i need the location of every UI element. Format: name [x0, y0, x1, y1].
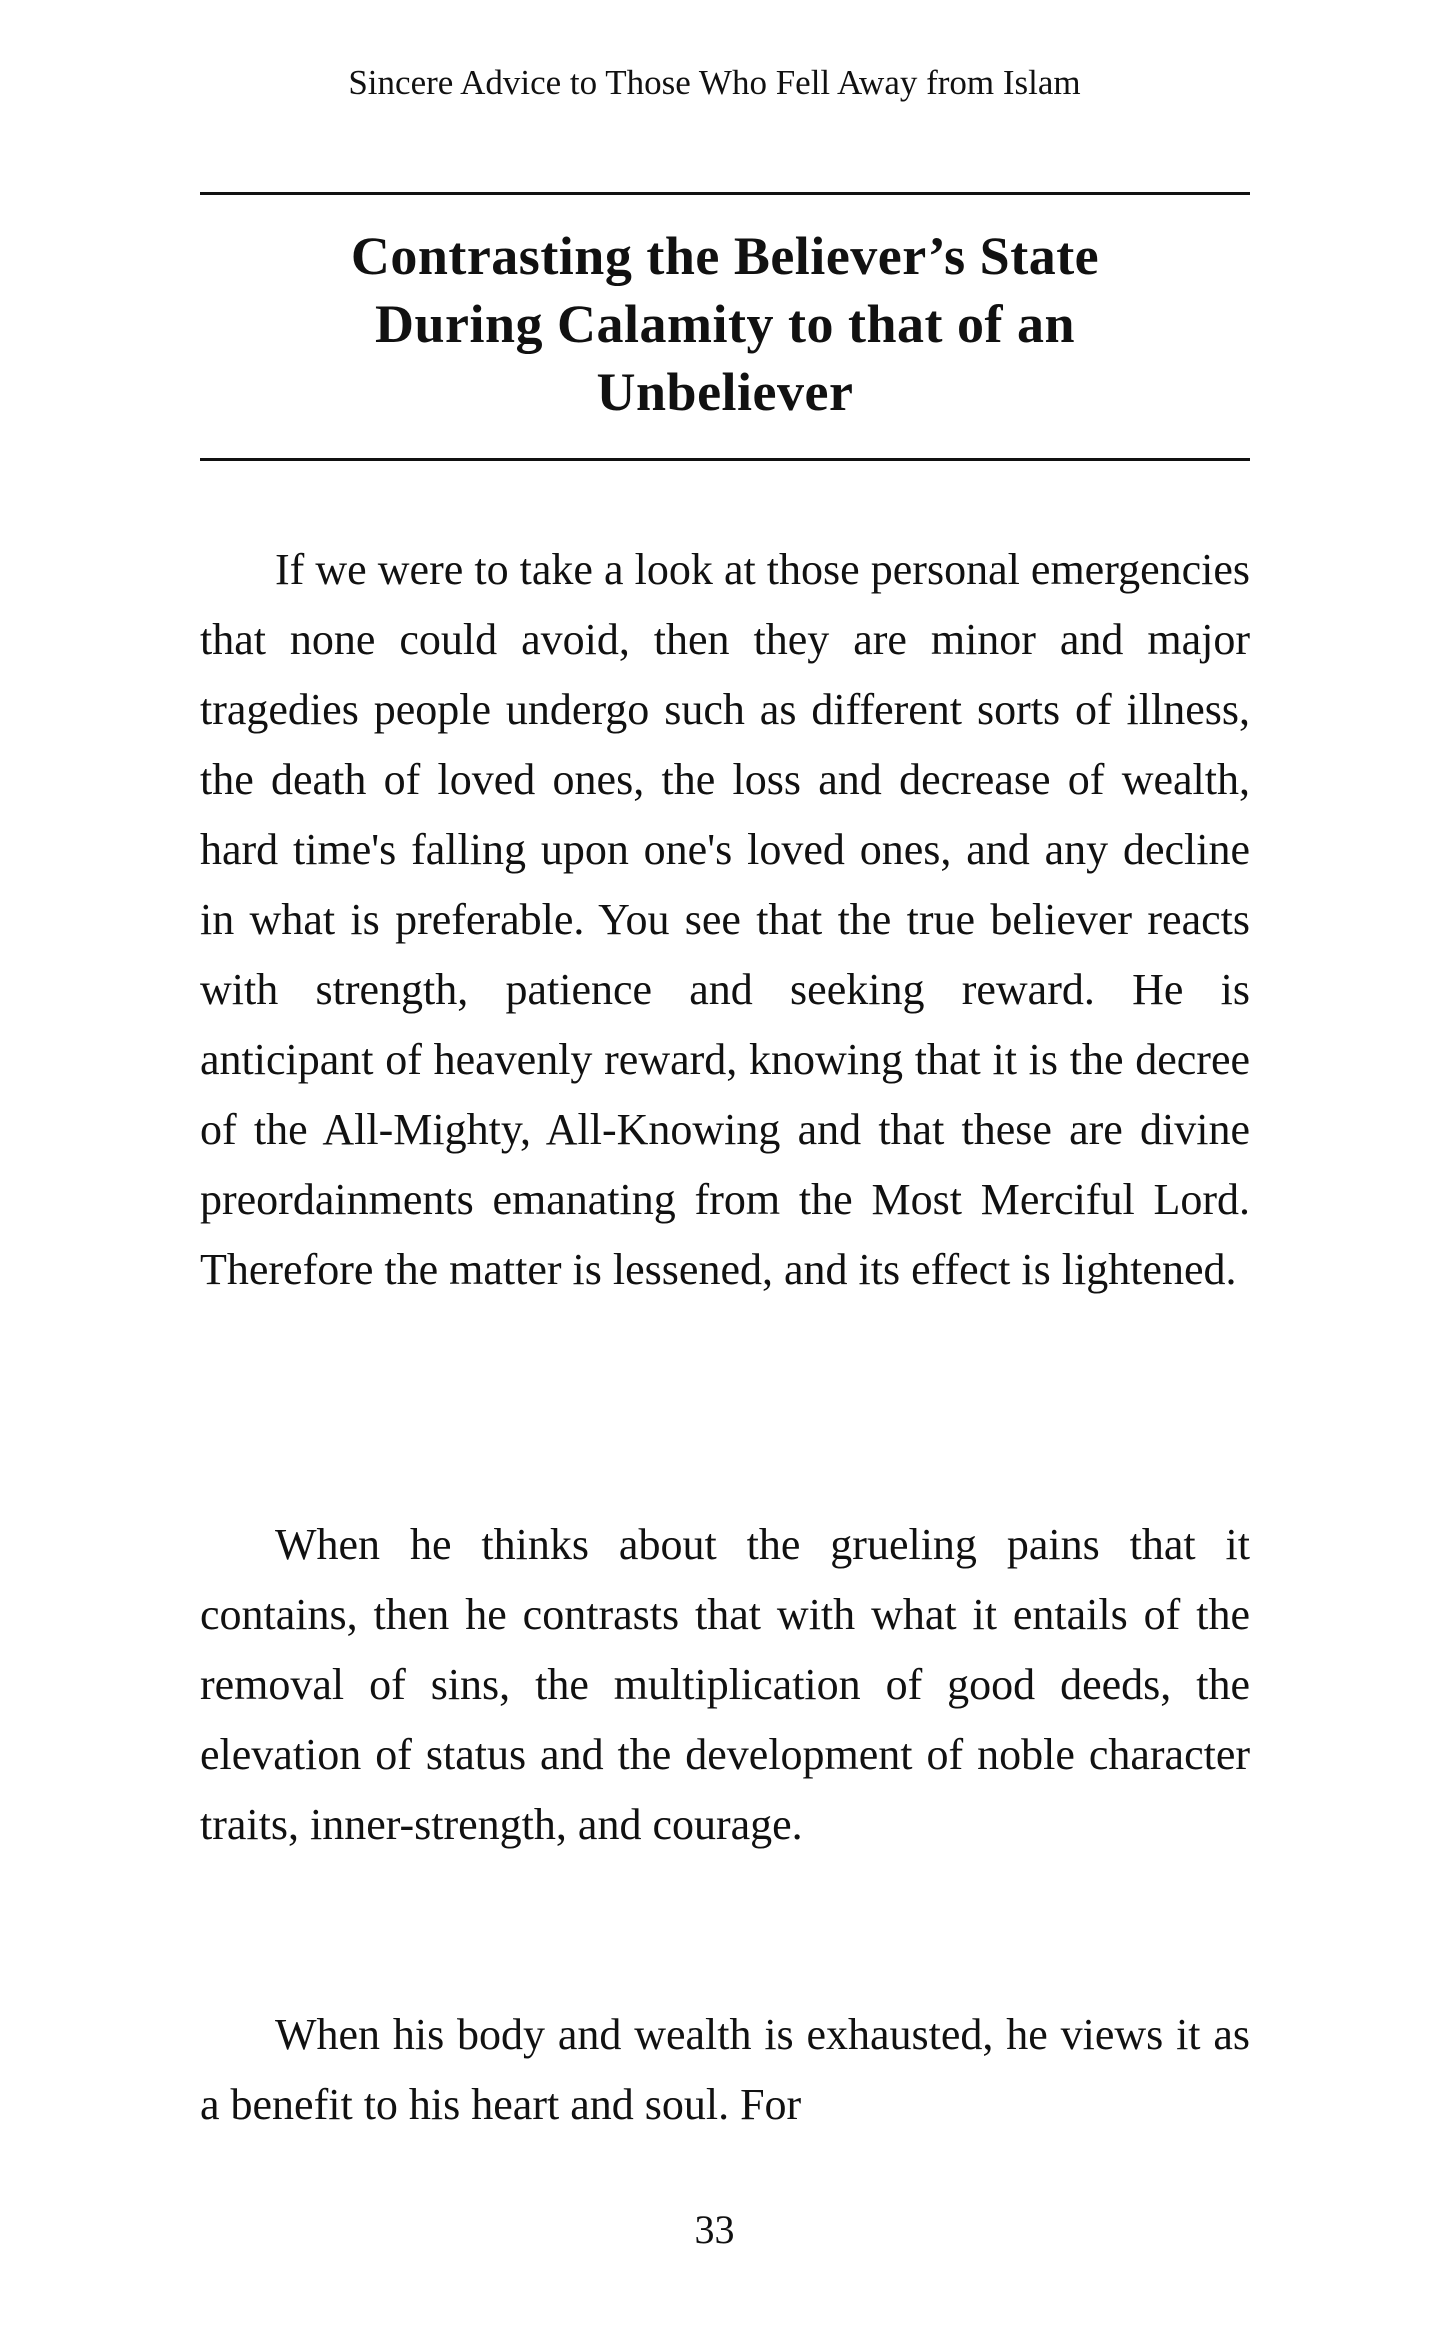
body-paragraph: If we were to take a look at those personal emergencies that none could avoid, then they are minor and major tragedies people undergo such as different sorts of illness, the death of loved ones, the loss and decrease of wealth, hard time's falling upon one's loved ones, and any decline in what is preferable. You see that the true believer reacts with strength, patience and seeking reward. He is anticipant of heavenly reward, knowing that it is the decree of the All-Mighty, All-Knowing and that these are divine preordainments emanating from the Most Merciful Lord. Therefore the matter is lessened, and its effect is lightened.	[200, 545, 1250, 1294]
body-paragraph: When he thinks about the grueling pains that it contains, then he contrasts that with what it entails of the removal of sins, the multiplication of good deeds, the elevation of status and the development of noble character traits, inner-strength, and courage.	[200, 1520, 1250, 1849]
running-header: Sincere Advice to Those Who Fell Away from Islam	[348, 63, 1081, 102]
title-rule-top	[200, 192, 1250, 195]
chapter-title-line-3: Unbeliever	[596, 362, 854, 422]
page-number: 33	[694, 2207, 735, 2252]
body-paragraph: When his body and wealth is exhausted, he views it as a benefit to his heart and soul. For	[200, 2010, 1250, 2129]
chapter-title-line-2: During Calamity to that of an	[375, 294, 1075, 354]
chapter-title-line-1: Contrasting the Believer’s State	[350, 226, 1100, 286]
chapter-title	[200, 222, 1250, 426]
title-rule-bottom	[200, 458, 1250, 461]
